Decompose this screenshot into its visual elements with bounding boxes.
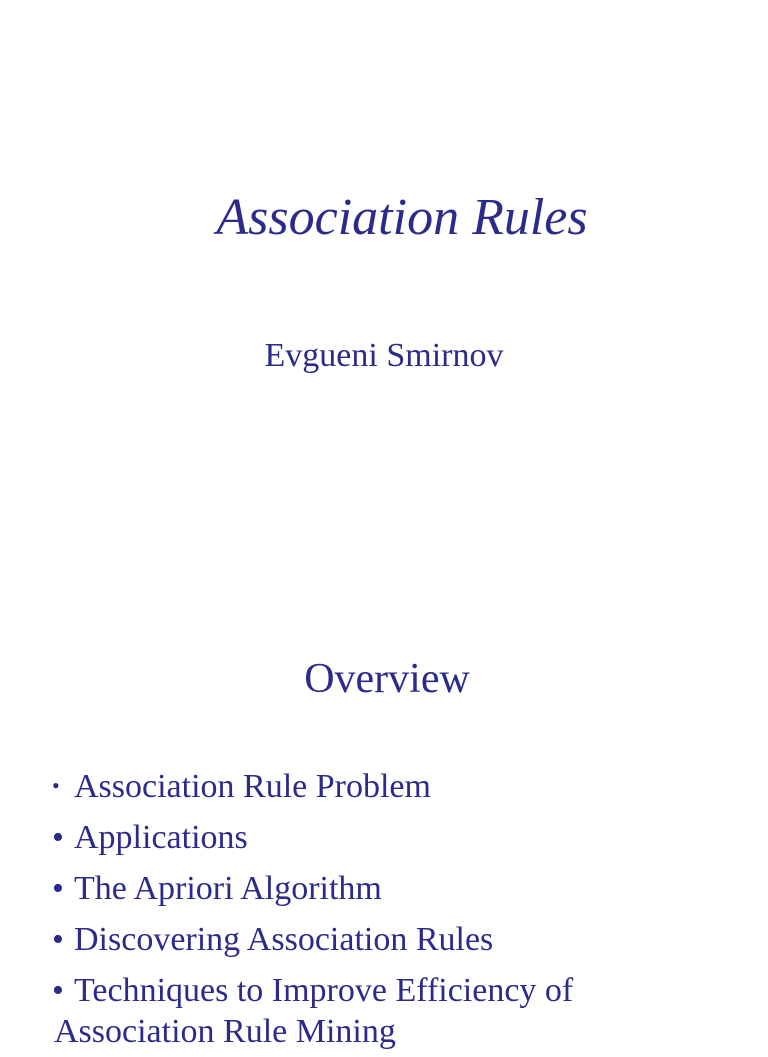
overview-bullet-list <box>52 760 752 1057</box>
bullet-text: Applications <box>74 819 248 856</box>
bullet-icon: • <box>52 819 64 856</box>
list-item <box>52 863 752 914</box>
list-item <box>52 914 752 965</box>
bullet-text: Techniques to Improve Efficiency of <box>74 972 574 1009</box>
bullet-text: Association Rule Problem <box>74 768 431 805</box>
overview-slide <box>0 576 768 1050</box>
overview-title: Overview <box>304 656 470 702</box>
list-item <box>52 965 752 1057</box>
bullet-icon: • <box>52 921 64 958</box>
slide-title: Association Rules <box>216 189 588 246</box>
list-item <box>52 812 752 863</box>
bullet-icon: • <box>52 773 60 798</box>
list-item <box>52 760 752 812</box>
author-name: Evgueni Smirnov <box>264 337 504 374</box>
bullet-text: The Apriori Algorithm <box>74 870 382 907</box>
bullet-icon: • <box>52 972 64 1009</box>
bullet-icon: • <box>52 870 64 907</box>
bullet-continuation: Association Rule Mining <box>54 1013 396 1050</box>
bullet-text: Discovering Association Rules <box>74 921 494 958</box>
